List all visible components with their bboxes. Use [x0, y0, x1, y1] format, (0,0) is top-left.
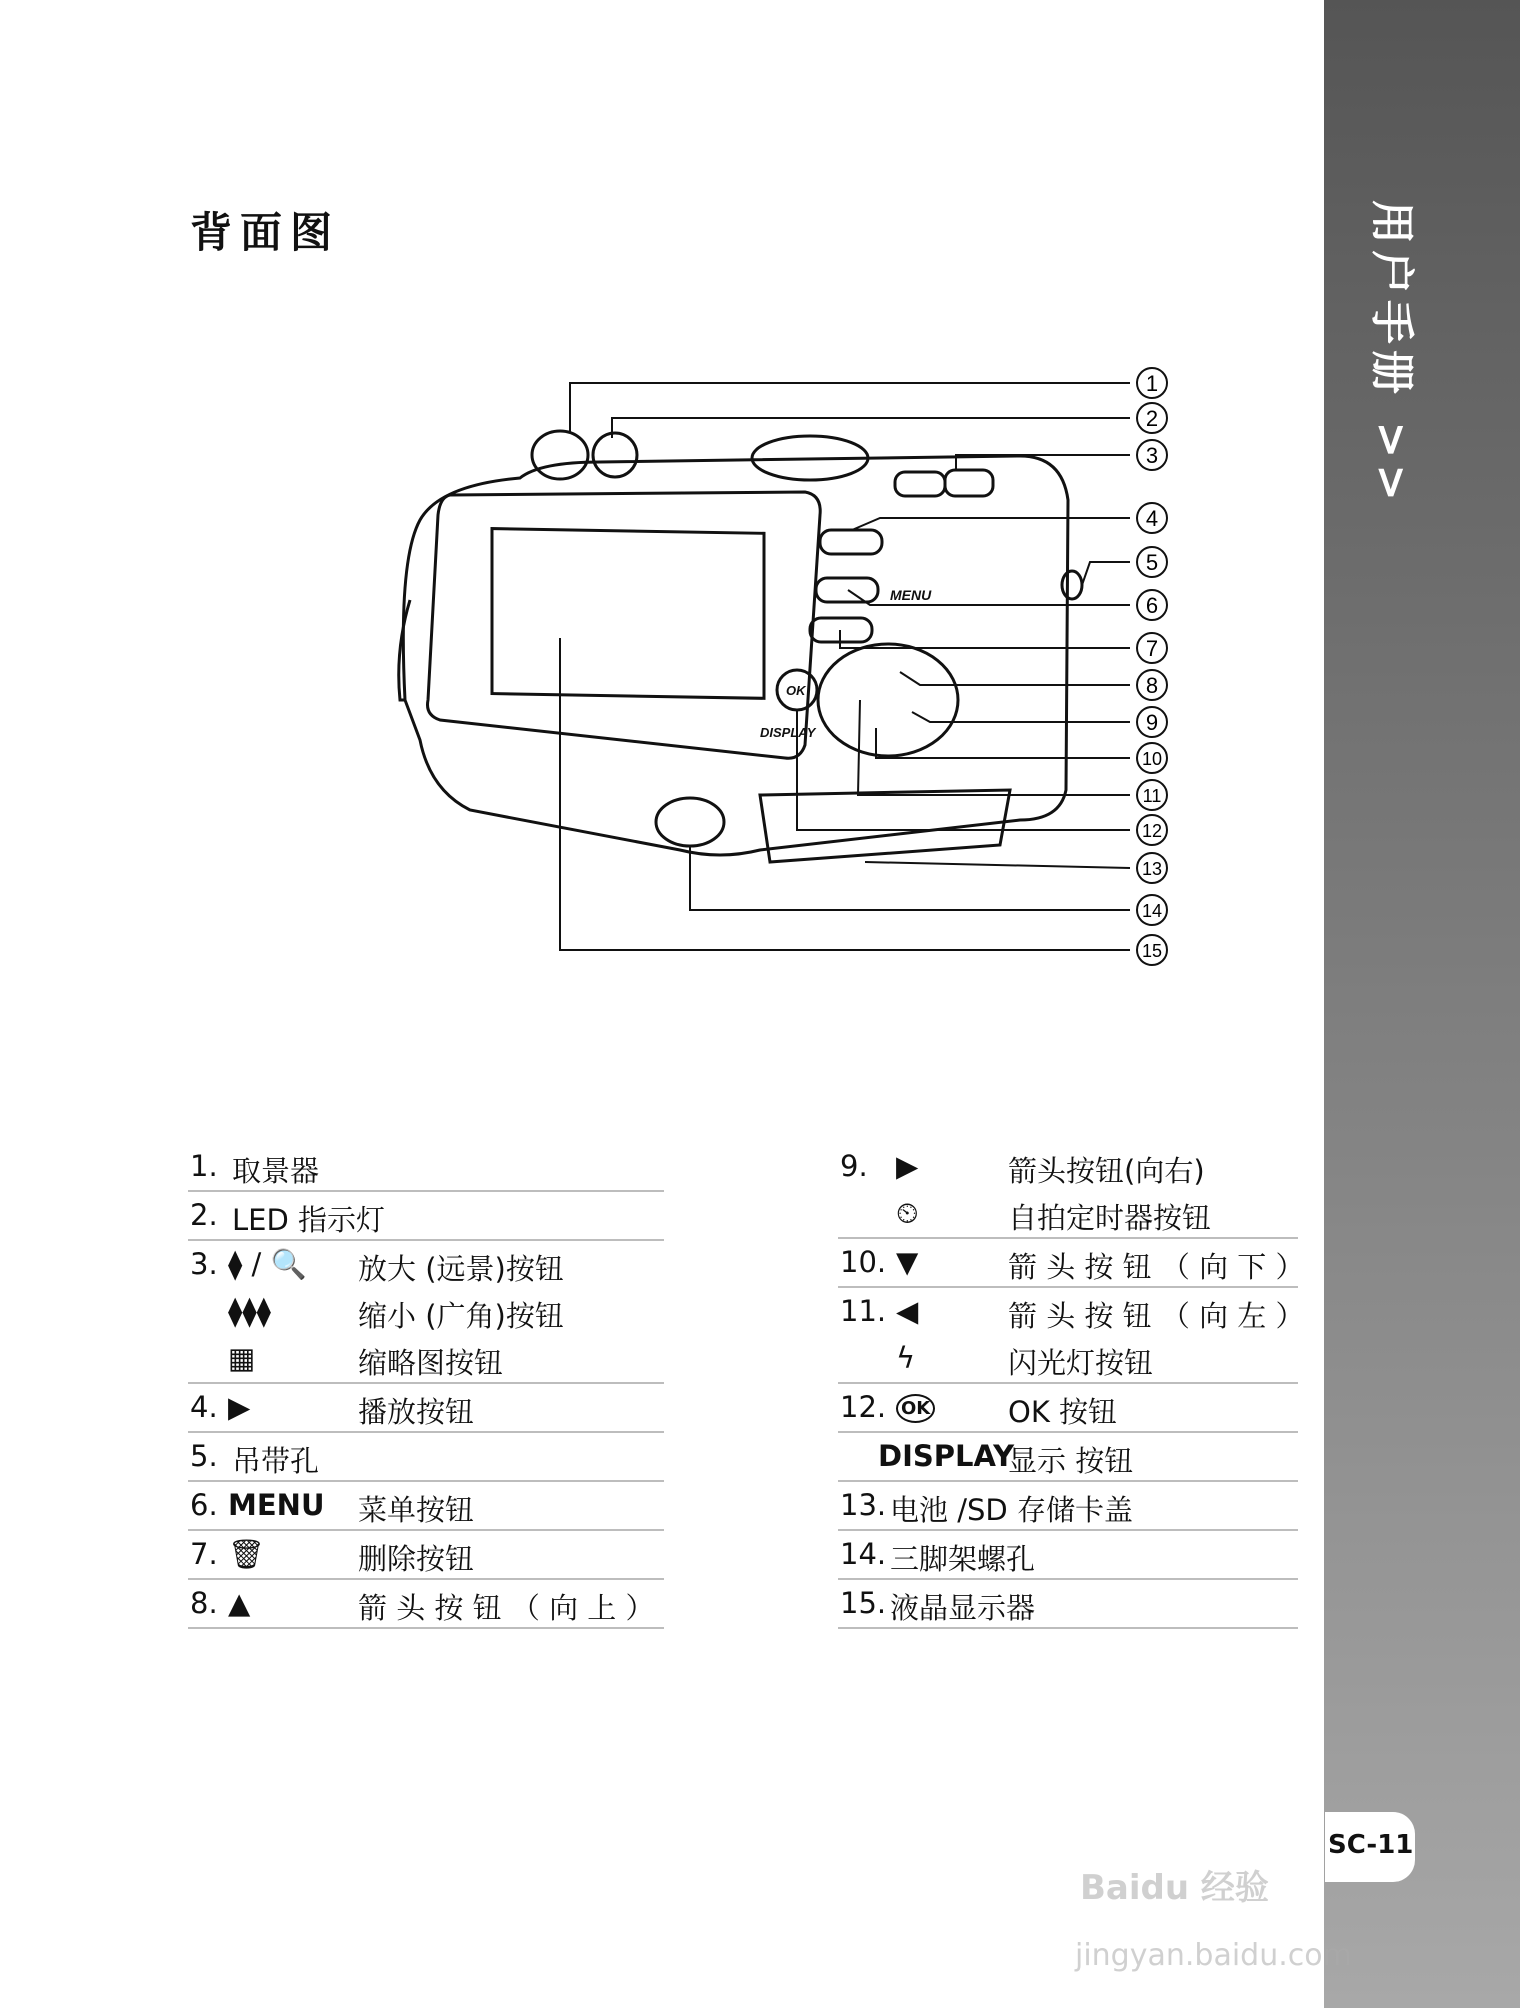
svg-text:12: 12: [1141, 821, 1163, 841]
legend-row: 5. 吊带孔: [188, 1433, 664, 1482]
callout-12: [1137, 815, 1167, 845]
display-label: DISPLAY: [878, 1439, 1015, 1473]
watermark-logo: Baidu 经验: [1080, 1868, 1269, 1908]
svg-text:3: 3: [1145, 443, 1159, 468]
arrow-up-icon: ▲: [228, 1586, 251, 1620]
svg-text:8: 8: [1145, 673, 1159, 698]
menu-button-shape: [816, 578, 878, 602]
svg-text:9: 9: [1145, 710, 1159, 735]
legend-row: 13. 电池 /SD 存储卡盖: [838, 1482, 1298, 1531]
callout-2: [1137, 403, 1167, 433]
legend-row: 4. ▶ 播放按钮: [188, 1384, 664, 1433]
zoom-out-rocker: [895, 472, 945, 496]
sidebar-title: [1348, 200, 1498, 508]
svg-text:15: 15: [1141, 941, 1163, 961]
callout-14: [1137, 895, 1167, 925]
self-timer-icon: ⏲: [896, 1196, 919, 1230]
legend-row: 10. ▼ 箭 头 按 钮 （ 向 下 ）: [838, 1239, 1298, 1288]
camera-back-diagram: [0, 0, 1320, 1000]
menu-label: MENU: [228, 1488, 325, 1522]
callout-3: [1137, 440, 1167, 470]
viewfinder-window: [532, 431, 588, 479]
legend-row: 12. OK OK 按钮: [838, 1384, 1298, 1433]
arrow-down-icon: ▼: [896, 1245, 919, 1279]
legend-row: 2. LED 指示灯: [188, 1192, 664, 1241]
legend-row: 6. MENU 菜单按钮: [188, 1482, 664, 1531]
sidebar-title-text: 用户手册 >>: [1366, 200, 1417, 508]
zoom-out-icon: ⧫⧫⧫: [228, 1294, 271, 1328]
flash-icon: ϟ: [896, 1341, 916, 1375]
svg-text:13: 13: [1141, 859, 1163, 879]
legend-row: ϟ 闪光灯按钮: [838, 1335, 1298, 1384]
legend-row: ⧫⧫⧫ 缩小 (广角)按钮: [228, 1294, 564, 1333]
direction-pad: [818, 644, 958, 756]
ok-icon: OK: [896, 1394, 935, 1423]
page-title: 背面图: [190, 208, 341, 257]
svg-text:10: 10: [1141, 749, 1163, 769]
leader-lines: [560, 383, 1130, 950]
callout-15: [1137, 935, 1167, 965]
svg-text:5: 5: [1145, 550, 1159, 575]
legend-right: [838, 1143, 1305, 1629]
thumbnail-icon: ▦: [228, 1341, 256, 1375]
page-number: SC-11: [1328, 1830, 1414, 1860]
callout-11: [1137, 780, 1167, 810]
trash-icon: 🗑: [228, 1537, 265, 1571]
legend-row: 15. 液晶显示器: [838, 1580, 1298, 1629]
svg-text:2: 2: [1145, 406, 1159, 431]
svg-text:11: 11: [1142, 786, 1162, 806]
arrow-left-icon: ◀: [896, 1294, 919, 1328]
legend-row: DISPLAY 显示 按钮: [838, 1433, 1298, 1482]
ok-label-on-camera: OK: [786, 683, 806, 698]
callout-5: [1137, 547, 1167, 577]
callout-10: [1137, 743, 1167, 773]
play-button-shape: [820, 530, 882, 554]
callout-4: [1137, 503, 1167, 533]
led-window: [593, 433, 637, 477]
arrow-right-icon: ▶: [896, 1149, 919, 1183]
svg-text:4: 4: [1145, 506, 1159, 531]
callout-7: [1137, 633, 1167, 663]
lcd-screen: [492, 529, 764, 699]
callout-8: [1137, 670, 1167, 700]
callout-13: [1137, 853, 1167, 883]
legend-row: 1. 取景器: [188, 1143, 664, 1192]
legend-row: 8. ▲ 箭 头 按 钮 （ 向 上 ）: [188, 1580, 664, 1629]
menu-label-on-camera: MENU: [890, 587, 932, 603]
strap-eyelet: [1062, 571, 1082, 599]
tripod-socket: [656, 798, 724, 846]
svg-text:14: 14: [1141, 901, 1163, 921]
legend-row: 7. 🗑 删除按钮: [188, 1531, 664, 1580]
legend-row: 9. ▶ 箭头按钮(向右): [840, 1149, 1205, 1188]
watermark-url: jingyan.baidu.com: [1075, 1938, 1352, 1973]
legend-row: 3. ⧫ / 🔍 放大 (远景)按钮: [190, 1247, 564, 1286]
display-label-on-camera: DISPLAY: [760, 725, 816, 740]
svg-text:1: 1: [1145, 371, 1159, 396]
legend-row: ▦ 缩略图按钮: [188, 1335, 664, 1384]
legend-row: ⏲ 自拍定时器按钮: [838, 1190, 1298, 1239]
legend-row: 14. 三脚架螺孔: [838, 1531, 1298, 1580]
zoom-in-rocker: [945, 470, 993, 496]
callout-6: [1137, 590, 1167, 620]
svg-text:6: 6: [1145, 593, 1159, 618]
play-icon: ▶: [228, 1390, 251, 1424]
legend-row: 11. ◀ 箭 头 按 钮 （ 向 左 ）: [840, 1294, 1305, 1333]
zoom-in-icon: ⧫ / 🔍: [228, 1247, 307, 1281]
legend-left: [188, 1143, 664, 1629]
callout-9: [1137, 707, 1167, 737]
callout-1: [1137, 368, 1167, 398]
svg-text:7: 7: [1145, 636, 1159, 661]
